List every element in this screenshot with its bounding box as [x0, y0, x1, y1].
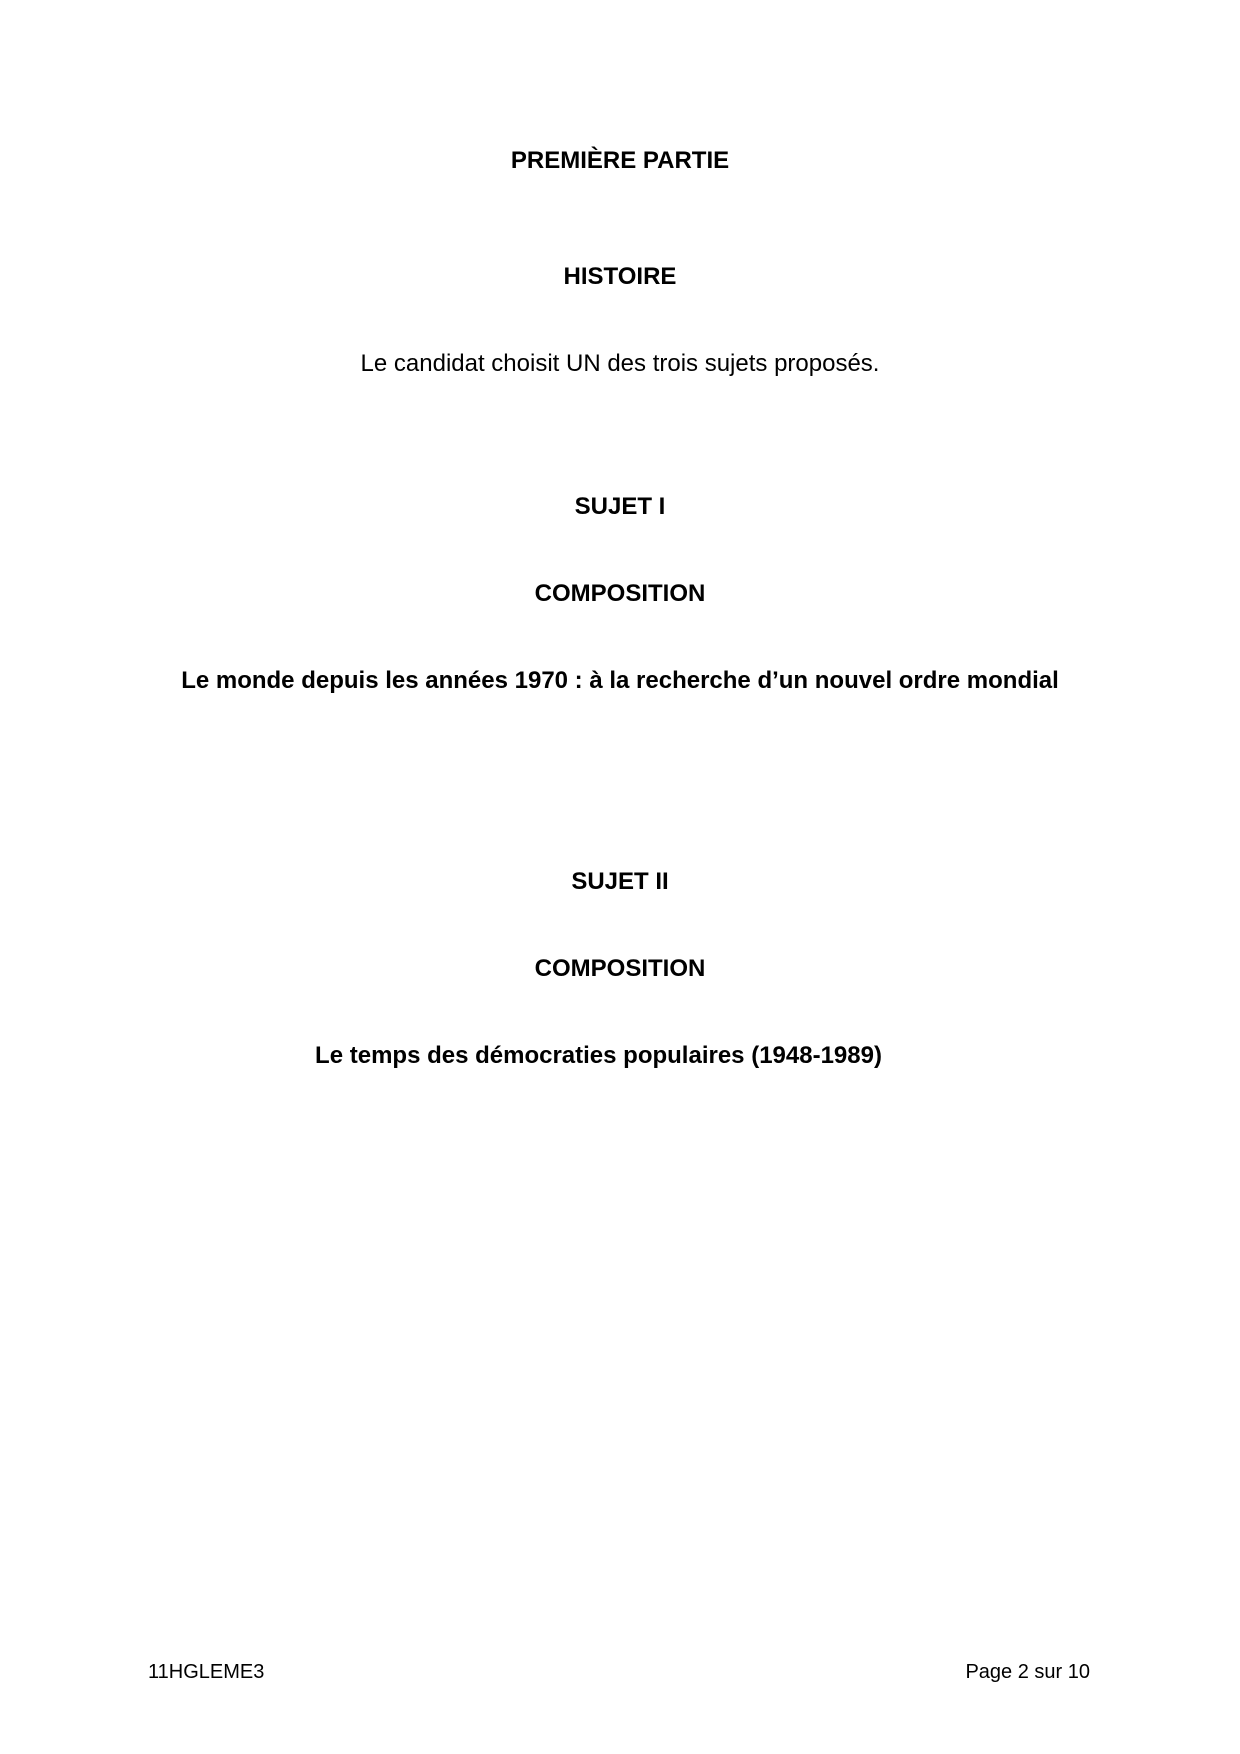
subject-2-title: Le temps des démocraties populaires (1948-1989)	[315, 1042, 882, 1069]
subject-1-label: SUJET I	[574, 493, 666, 520]
document-code: 11HGLEME3	[148, 1661, 265, 1683]
section-title: HISTOIRE	[563, 263, 677, 290]
instruction-text: Le candidat choisit UN des trois sujets proposés.	[360, 350, 880, 377]
subject-1-type: COMPOSITION	[534, 580, 706, 607]
subject-2-type: COMPOSITION	[534, 955, 706, 982]
subject-2-label: SUJET II	[571, 868, 669, 895]
part-title: PREMIÈRE PARTIE	[510, 147, 730, 174]
subject-1-title: Le monde depuis les années 1970 : à la recherche d’un nouvel ordre mondial	[181, 667, 1059, 694]
page-number: Page 2 sur 10	[965, 1661, 1090, 1683]
